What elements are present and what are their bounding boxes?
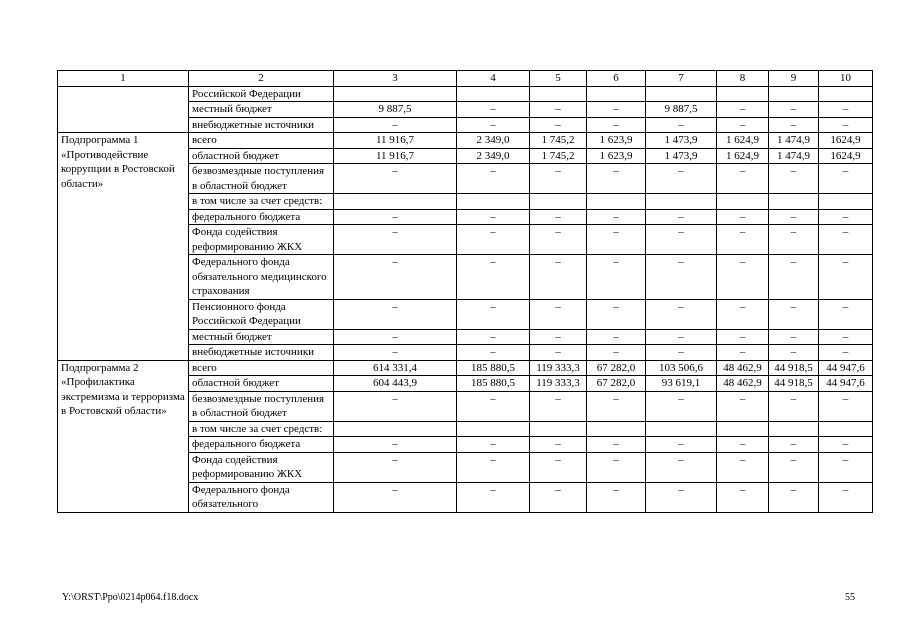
column-header: 8 <box>717 71 769 87</box>
column-header: 10 <box>819 71 873 87</box>
value-cell: 185 880,5 <box>457 376 530 392</box>
value-cell: – <box>769 299 819 329</box>
value-cell: – <box>819 255 873 300</box>
funding-source: безвозмездные поступления в областной бюджет <box>189 164 334 194</box>
value-cell <box>587 86 646 102</box>
value-cell: 1 745,2 <box>530 148 587 164</box>
value-cell: – <box>587 482 646 512</box>
value-cell: – <box>530 102 587 118</box>
value-cell: – <box>530 117 587 133</box>
value-cell: – <box>457 299 530 329</box>
value-cell: – <box>457 437 530 453</box>
value-cell: – <box>769 117 819 133</box>
column-header: 6 <box>587 71 646 87</box>
value-cell: – <box>717 209 769 225</box>
value-cell: – <box>587 164 646 194</box>
value-cell: 9 887,5 <box>646 102 717 118</box>
value-cell: – <box>646 299 717 329</box>
value-cell <box>769 194 819 210</box>
value-cell: 1 624,9 <box>717 133 769 149</box>
value-cell: – <box>646 437 717 453</box>
value-cell: – <box>530 209 587 225</box>
program-cell-empty <box>58 86 189 133</box>
value-cell: – <box>769 225 819 255</box>
table-header-row <box>58 71 873 87</box>
value-cell <box>646 421 717 437</box>
value-cell <box>646 194 717 210</box>
funding-source: всего <box>189 133 334 149</box>
value-cell: 67 282,0 <box>587 376 646 392</box>
value-cell: 604 443,9 <box>334 376 457 392</box>
table-row <box>58 360 873 376</box>
funding-source: Федерального фонда обязательного <box>189 482 334 512</box>
value-cell <box>769 421 819 437</box>
column-header: 4 <box>457 71 530 87</box>
value-cell: – <box>646 209 717 225</box>
value-cell: – <box>769 345 819 361</box>
funding-source: Фонда содействия реформированию ЖКХ <box>189 452 334 482</box>
value-cell: 614 331,4 <box>334 360 457 376</box>
value-cell <box>457 194 530 210</box>
value-cell <box>587 421 646 437</box>
value-cell: – <box>819 225 873 255</box>
funding-source: областной бюджет <box>189 376 334 392</box>
value-cell: – <box>457 225 530 255</box>
value-cell: – <box>334 164 457 194</box>
value-cell: 1624,9 <box>819 148 873 164</box>
value-cell: – <box>717 102 769 118</box>
value-cell: – <box>334 391 457 421</box>
value-cell: – <box>334 299 457 329</box>
column-header: 2 <box>189 71 334 87</box>
table-row <box>58 86 873 102</box>
column-header: 1 <box>58 71 189 87</box>
value-cell: – <box>587 225 646 255</box>
value-cell: 1 473,9 <box>646 148 717 164</box>
funding-source: в том числе за счет средств: <box>189 194 334 210</box>
value-cell: – <box>819 329 873 345</box>
value-cell: 1 745,2 <box>530 133 587 149</box>
value-cell <box>587 194 646 210</box>
value-cell: – <box>646 329 717 345</box>
value-cell: – <box>646 117 717 133</box>
value-cell: – <box>717 299 769 329</box>
value-cell: 48 462,9 <box>717 360 769 376</box>
column-header: 5 <box>530 71 587 87</box>
value-cell: – <box>646 391 717 421</box>
value-cell: – <box>587 102 646 118</box>
value-cell: – <box>769 452 819 482</box>
value-cell <box>819 86 873 102</box>
value-cell: 1 623,9 <box>587 148 646 164</box>
value-cell: – <box>769 209 819 225</box>
value-cell <box>646 86 717 102</box>
value-cell: 119 333,3 <box>530 376 587 392</box>
value-cell: – <box>587 345 646 361</box>
value-cell: – <box>530 437 587 453</box>
value-cell: 44 947,6 <box>819 360 873 376</box>
value-cell: 93 619,1 <box>646 376 717 392</box>
value-cell: 11 916,7 <box>334 148 457 164</box>
funding-source: областной бюджет <box>189 148 334 164</box>
value-cell: – <box>646 452 717 482</box>
value-cell: 44 918,5 <box>769 376 819 392</box>
value-cell: – <box>530 299 587 329</box>
footer-page-number: 55 <box>845 592 855 603</box>
funding-source: внебюджетные источники <box>189 345 334 361</box>
value-cell: – <box>819 209 873 225</box>
program-2-name: Подпрограмма 2 «Профилактика экстремизма и терроризма в Ростовской области» <box>58 360 189 512</box>
value-cell: – <box>587 299 646 329</box>
column-header: 3 <box>334 71 457 87</box>
value-cell: 44 947,6 <box>819 376 873 392</box>
funding-source: в том числе за счет средств: <box>189 421 334 437</box>
program-1-name: Подпрограмма 1 «Противодействие коррупции в Ростовской области» <box>58 133 189 361</box>
value-cell: 9 887,5 <box>334 102 457 118</box>
value-cell: – <box>587 452 646 482</box>
value-cell: – <box>769 482 819 512</box>
value-cell: – <box>769 437 819 453</box>
value-cell: 1624,9 <box>819 133 873 149</box>
value-cell: – <box>587 391 646 421</box>
value-cell: – <box>646 225 717 255</box>
value-cell: – <box>819 102 873 118</box>
value-cell: – <box>717 117 769 133</box>
value-cell: – <box>334 345 457 361</box>
value-cell: – <box>646 345 717 361</box>
funding-source: Федерального фонда обязательного медицинского страхования <box>189 255 334 300</box>
value-cell <box>819 194 873 210</box>
column-header: 7 <box>646 71 717 87</box>
value-cell <box>819 421 873 437</box>
value-cell: – <box>717 255 769 300</box>
value-cell <box>717 421 769 437</box>
value-cell: 1 474,9 <box>769 148 819 164</box>
value-cell: – <box>530 345 587 361</box>
funding-source: всего <box>189 360 334 376</box>
value-cell: 2 349,0 <box>457 148 530 164</box>
value-cell: – <box>769 164 819 194</box>
value-cell <box>769 86 819 102</box>
value-cell: – <box>646 482 717 512</box>
value-cell: – <box>457 329 530 345</box>
funding-source: внебюджетные источники <box>189 117 334 133</box>
funding-source: безвозмездные поступления в областной бюджет <box>189 391 334 421</box>
value-cell: – <box>587 329 646 345</box>
value-cell: – <box>334 225 457 255</box>
value-cell: – <box>457 391 530 421</box>
footer-file-path: Y:\ORST\Ppo\0214p064.f18.docx <box>62 592 199 603</box>
budget-table <box>57 70 873 513</box>
value-cell: – <box>530 391 587 421</box>
value-cell: – <box>334 117 457 133</box>
value-cell: 67 282,0 <box>587 360 646 376</box>
value-cell: – <box>334 437 457 453</box>
value-cell <box>457 86 530 102</box>
column-header: 9 <box>769 71 819 87</box>
funding-source: Пенсионного фонда Российской Федерации <box>189 299 334 329</box>
value-cell: – <box>457 164 530 194</box>
value-cell <box>457 421 530 437</box>
value-cell: 1 474,9 <box>769 133 819 149</box>
value-cell <box>530 421 587 437</box>
value-cell: – <box>587 255 646 300</box>
value-cell: – <box>334 452 457 482</box>
value-cell: 1 624,9 <box>717 148 769 164</box>
value-cell: – <box>717 482 769 512</box>
value-cell: – <box>717 164 769 194</box>
funding-source: федерального бюджета <box>189 209 334 225</box>
value-cell: – <box>457 209 530 225</box>
value-cell: 185 880,5 <box>457 360 530 376</box>
value-cell: – <box>334 329 457 345</box>
value-cell: – <box>717 345 769 361</box>
value-cell: – <box>530 452 587 482</box>
value-cell: – <box>769 391 819 421</box>
funding-source: местный бюджет <box>189 329 334 345</box>
value-cell: – <box>717 329 769 345</box>
value-cell: – <box>457 345 530 361</box>
value-cell: – <box>769 255 819 300</box>
value-cell: 48 462,9 <box>717 376 769 392</box>
value-cell: – <box>530 255 587 300</box>
value-cell: – <box>334 482 457 512</box>
value-cell: – <box>587 209 646 225</box>
value-cell: – <box>334 255 457 300</box>
value-cell: – <box>530 225 587 255</box>
value-cell: – <box>530 329 587 345</box>
value-cell <box>334 421 457 437</box>
value-cell: 119 333,3 <box>530 360 587 376</box>
value-cell: – <box>457 482 530 512</box>
value-cell: – <box>819 452 873 482</box>
value-cell: 11 916,7 <box>334 133 457 149</box>
value-cell: – <box>457 102 530 118</box>
value-cell: – <box>819 482 873 512</box>
value-cell: – <box>819 164 873 194</box>
value-cell: – <box>717 391 769 421</box>
value-cell: – <box>819 345 873 361</box>
value-cell <box>717 194 769 210</box>
value-cell <box>334 86 457 102</box>
value-cell: 1 623,9 <box>587 133 646 149</box>
value-cell: – <box>819 299 873 329</box>
value-cell: – <box>530 482 587 512</box>
value-cell: – <box>530 164 587 194</box>
value-cell: 1 473,9 <box>646 133 717 149</box>
value-cell <box>530 86 587 102</box>
value-cell <box>334 194 457 210</box>
table-row <box>58 133 873 149</box>
value-cell: – <box>717 225 769 255</box>
value-cell: – <box>717 437 769 453</box>
funding-source: Фонда содействия реформированию ЖКХ <box>189 225 334 255</box>
value-cell: – <box>457 117 530 133</box>
value-cell: – <box>819 391 873 421</box>
funding-source: Российской Федерации <box>189 86 334 102</box>
value-cell: – <box>457 452 530 482</box>
value-cell: – <box>457 255 530 300</box>
value-cell: – <box>769 102 819 118</box>
value-cell <box>530 194 587 210</box>
value-cell: 103 506,6 <box>646 360 717 376</box>
value-cell: – <box>334 209 457 225</box>
value-cell: 44 918,5 <box>769 360 819 376</box>
value-cell: – <box>646 255 717 300</box>
value-cell: – <box>587 437 646 453</box>
value-cell: – <box>646 164 717 194</box>
value-cell: – <box>819 117 873 133</box>
value-cell: – <box>819 437 873 453</box>
funding-source: местный бюджет <box>189 102 334 118</box>
value-cell: 2 349,0 <box>457 133 530 149</box>
value-cell <box>717 86 769 102</box>
funding-source: федерального бюджета <box>189 437 334 453</box>
value-cell: – <box>769 329 819 345</box>
value-cell: – <box>717 452 769 482</box>
value-cell: – <box>587 117 646 133</box>
